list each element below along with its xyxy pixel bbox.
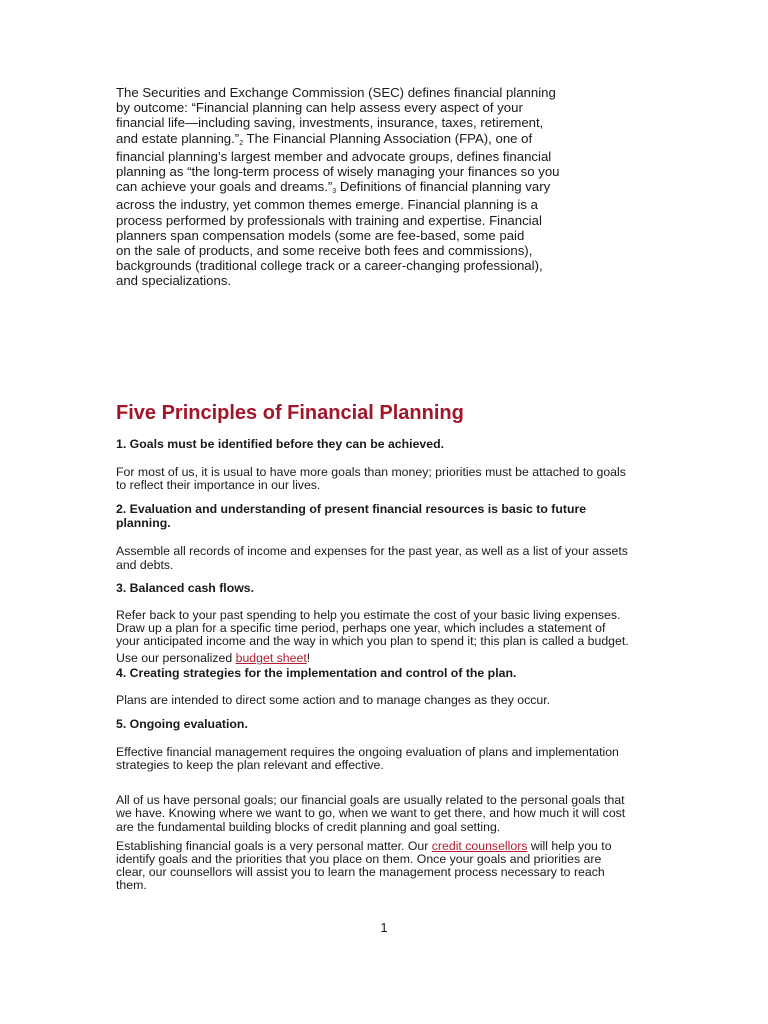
body-line: Refer back to your past spending to help you estimate the cost of your basic living expenses. <box>116 607 621 622</box>
heading-line: planning. <box>116 516 171 531</box>
intro-line: The Securities and Exchange Commission (SEC) defines financial planning <box>116 85 556 100</box>
intro-line: by outcome: “Financial planning can help assess every aspect of your <box>116 100 523 116</box>
body-line: identify goals and the priorities that you place on them. Once your goals and priorities are <box>116 852 602 867</box>
principle-1-body <box>116 466 656 492</box>
body-line: For most of us, it is usual to have more goals than money; priorities must be attached to goals <box>116 465 626 479</box>
body-line: strategies to keep the plan relevant and effective. <box>116 758 384 773</box>
principle-2-heading <box>116 502 656 530</box>
footnote-marker: 2 <box>239 139 244 147</box>
body-line: we have. Knowing where we want to go, when we want to get there, and how much it will cost <box>116 806 626 821</box>
body-line: Draw up a plan for a specific time period, perhaps one year, which includes a statement of <box>116 621 606 636</box>
intro-line: financial life—including saving, investments, insurance, taxes, retirement, <box>116 115 544 131</box>
intro-line: planning as “the long-term process of wisely managing your finances so you <box>116 164 560 180</box>
intro-line <box>116 131 606 149</box>
principle-5-body <box>116 746 656 772</box>
principle-3-heading: 3. Balanced cash flows. <box>116 580 255 595</box>
body-line: All of us have personal goals; our financial goals are usually related to the personal goals that <box>116 793 625 808</box>
heading-line: 2. Evaluation and understanding of present financial resources is basic to future <box>116 502 587 517</box>
body-line: them. <box>116 878 147 893</box>
page-number: 1 <box>380 920 388 935</box>
intro-line: financial planning’s largest member and advocate groups, defines financial <box>116 148 552 164</box>
intro-text: Definitions of financial planning vary <box>336 179 551 195</box>
principle-5-heading: 5. Ongoing evaluation. <box>116 716 248 731</box>
intro-text: and estate planning.” <box>116 130 240 146</box>
intro-line: process performed by professionals with training and expertise. Financial <box>116 212 542 228</box>
body-line: Assemble all records of income and expenses for the past year, as well as a list of your assets <box>116 544 628 559</box>
body-line: and debts. <box>116 557 174 572</box>
budget-sheet-line <box>116 652 656 665</box>
budget-sheet-link[interactable]: budget sheet <box>235 651 307 666</box>
intro-line: on the sale of products, and some receive both fees and commissions), <box>116 243 533 259</box>
closing-paragraph-1 <box>116 794 656 834</box>
section-title: Five Principles of Financial Planning <box>116 402 464 424</box>
intro-line <box>116 179 606 197</box>
footnote-marker: 3 <box>332 188 337 196</box>
closing-suffix: will help you to <box>527 838 612 853</box>
budget-suffix: ! <box>306 651 311 666</box>
principle-3-body <box>116 609 656 649</box>
body-line: to reflect their importance in our lives. <box>116 478 321 493</box>
principles-section <box>116 400 656 893</box>
closing-prefix: Establishing financial goals is a very personal matter. Our <box>116 838 432 853</box>
intro-line: and specializations. <box>116 273 232 289</box>
principle-1-heading: 1. Goals must be identified before they can be achieved. <box>116 437 445 451</box>
intro-paragraph <box>116 85 606 289</box>
body-line: are the fundamental building blocks of credit planning and goal setting. <box>116 819 501 834</box>
principle-2-body <box>116 545 656 571</box>
intro-line: backgrounds (traditional college track or a career-changing professional), <box>116 258 543 274</box>
intro-line: across the industry, yet common themes emerge. Financial planning is a <box>116 197 538 213</box>
body-line: clear, our counsellors will assist you to learn the management process necessary to reach <box>116 865 605 880</box>
credit-counsellors-link[interactable]: credit counsellors <box>431 838 528 853</box>
body-line: your anticipated income and the way in which you plan to spend it; this plan is called a budget. <box>116 634 629 649</box>
intro-line: planners span compensation models (some are fee-based, some paid <box>116 227 525 243</box>
intro-text: The Financial Planning Association (FPA), one of <box>243 130 533 146</box>
principle-4-heading: 4. Creating strategies for the implementation and control of the plan. <box>116 665 517 680</box>
closing-paragraph-2 <box>116 840 656 893</box>
intro-text: can achieve your goals and dreams.” <box>116 179 333 195</box>
budget-prefix: Use our personalized <box>116 651 236 666</box>
principle-4-body: Plans are intended to direct some action and to manage changes as they occur. <box>116 692 551 707</box>
body-line: Effective financial management requires the ongoing evaluation of plans and implementation <box>116 744 619 759</box>
